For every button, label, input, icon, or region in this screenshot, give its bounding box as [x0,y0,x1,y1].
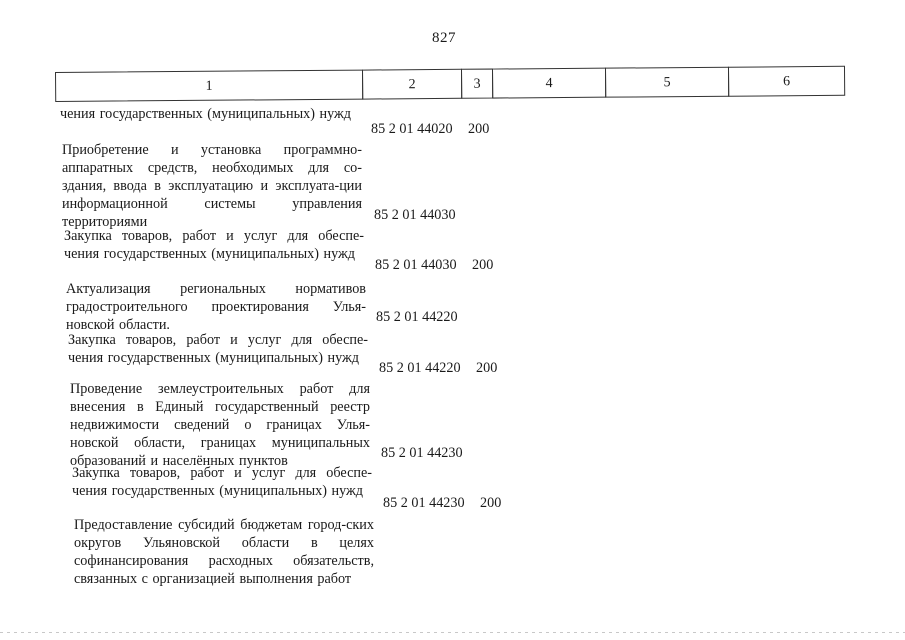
row-code: 85 2 01 44030 [375,257,457,273]
row-code: 85 2 01 44220 [376,309,458,325]
row-code: 85 2 01 44230 [383,495,465,511]
row-type: 200 [472,257,494,273]
row-code: 85 2 01 44230 [381,445,463,461]
row-description: чения государственных (муниципальных) нужд [60,106,352,122]
row-type: 200 [476,360,498,376]
scan-artifact-line [0,632,905,633]
row-code: 85 2 01 44030 [374,207,456,223]
row-type: 200 [468,121,490,137]
row-type: 200 [480,495,502,511]
row-description: Закупка товаров, работ и услуг для обеспе-чения государственных (муниципальных) нужд [64,228,364,262]
row-description: Приобретение и установка программно-аппаратных средств, необходимых для со-здания, ввода в эксплуатацию и эксплуата-ции информационной системы управления территориями [62,142,362,230]
row-description: Закупка товаров, работ и услуг для обеспе-чения государственных (муниципальных) нужд [72,465,372,499]
header-col-5: 5 [605,67,729,98]
row-description: Предоставление субсидий бюджетам город-ских округов Ульяновской области в целях софинансирования расходных обязательств, связанных с организацией выполнения работ [74,517,374,587]
row-description: Проведение землеустроительных работ для внесения в Единый государственный реестр недвижимости сведений о границах Улья-новской области, границах муниципальных образований и населённых пунктов [70,381,370,469]
header-col-3: 3 [461,69,493,99]
header-col-2: 2 [362,69,462,100]
header-col-4: 4 [492,68,606,99]
page-number: 827 [432,30,456,46]
row-code: 85 2 01 44020 [371,121,453,137]
row-description: Актуализация региональных нормативов градостроительного проектирования Улья-новской области. [66,281,366,333]
row-code: 85 2 01 44220 [379,360,461,376]
header-col-6: 6 [728,66,845,97]
header-col-1: 1 [55,70,363,102]
row-description: Закупка товаров, работ и услуг для обеспе-чения государственных (муниципальных) нужд [68,332,368,366]
